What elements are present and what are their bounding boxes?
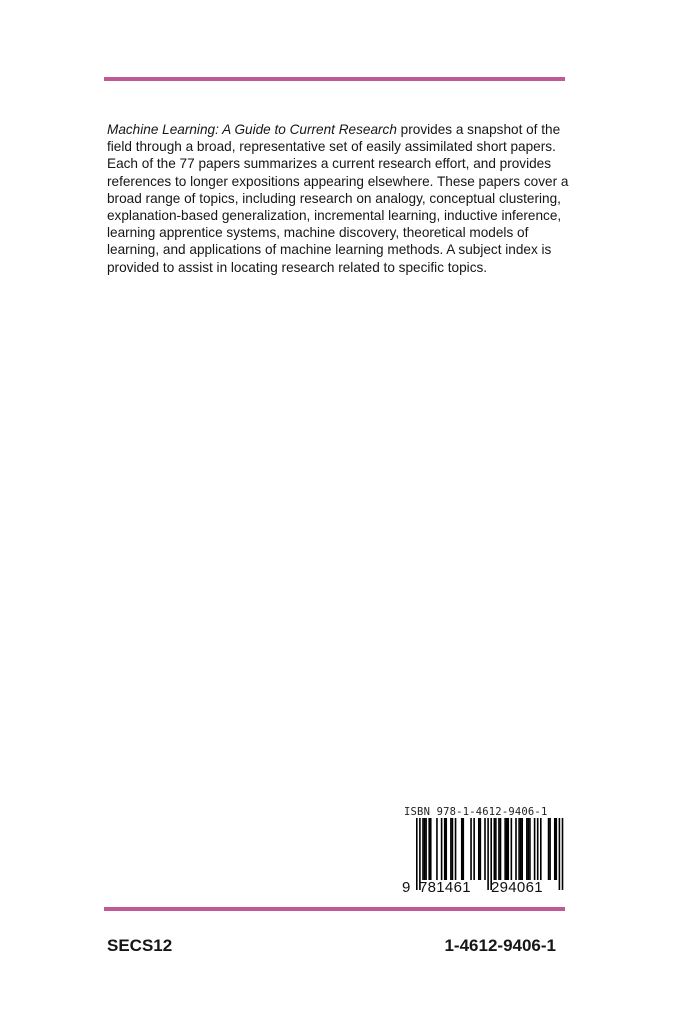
barcode-digits-left: 781461 — [419, 879, 471, 896]
isbn-short: 1-4612-9406-1 — [444, 936, 556, 955]
barcode-bar — [515, 818, 517, 880]
barcode-digits — [402, 878, 567, 898]
isbn-barcode — [402, 806, 572, 898]
barcode-bar — [461, 818, 463, 880]
barcode-bar — [556, 818, 558, 880]
barcode-bar — [436, 818, 438, 880]
barcode-bar — [537, 818, 539, 880]
barcode-bar — [540, 818, 542, 880]
barcode-bar — [452, 818, 454, 880]
barcode-bar — [506, 818, 508, 880]
series-code: SECS12 — [107, 936, 173, 955]
barcode-bar — [473, 818, 475, 880]
barcode-bar — [455, 818, 457, 880]
barcode-bar — [445, 818, 447, 880]
barcode-bar — [500, 818, 502, 880]
barcode-bar — [495, 818, 497, 880]
barcode-bar — [484, 818, 486, 880]
barcode-bar — [520, 818, 522, 880]
barcode-bar — [549, 818, 551, 880]
top-rule — [104, 77, 565, 81]
barcode-bar — [548, 818, 550, 880]
barcode-bar — [444, 818, 446, 880]
barcode-digit-lead: 9 — [402, 879, 411, 896]
description-body: provides a snapshot of the field through a broad, representative set of easily assimilated short papers. Each of the 77 papers summarizes a current research effort, and provides references to longer expositions appearing elsewhere. These papers cover a broad range of topics, including research on analogy, conceptual clustering, explanation-based generalization, incremental learning, inductive inference, learning apprentice systems, machine discovery, theoretical models of learning, and applications of machine learning methods. A subject index is provided to assist in locating research related to specific topics. — [107, 122, 569, 275]
barcode-bar — [425, 818, 427, 880]
barcode-bar — [450, 818, 452, 880]
barcode-bar — [478, 818, 480, 880]
barcode-bar — [494, 818, 496, 880]
barcode-digits-right: 294061 — [491, 879, 543, 896]
barcode-bar — [498, 818, 500, 880]
barcode-bar — [463, 818, 465, 880]
bottom-rule — [104, 907, 565, 911]
barcode-bar — [504, 818, 506, 880]
barcode-bar — [507, 818, 509, 880]
barcode-bar — [428, 818, 430, 880]
description-paragraph — [107, 121, 577, 276]
barcode-bar — [424, 818, 426, 880]
barcode-bar — [480, 818, 482, 880]
barcode-bar — [528, 818, 530, 880]
isbn-label: ISBN 978-1-4612-9406-1 — [404, 806, 548, 818]
barcode-bar — [518, 818, 520, 880]
barcode-bar — [511, 818, 513, 880]
barcode-bar — [534, 818, 536, 880]
barcode-bar — [529, 818, 531, 880]
book-title: Machine Learning: A Guide to Current Research — [107, 122, 397, 137]
barcode-bar — [554, 818, 556, 880]
barcode-bar — [430, 818, 432, 880]
barcode-bar — [441, 818, 443, 880]
barcode-bar — [470, 818, 472, 880]
barcode-bar — [526, 818, 528, 880]
barcode-bar — [521, 818, 523, 880]
barcode-bar — [422, 818, 424, 880]
